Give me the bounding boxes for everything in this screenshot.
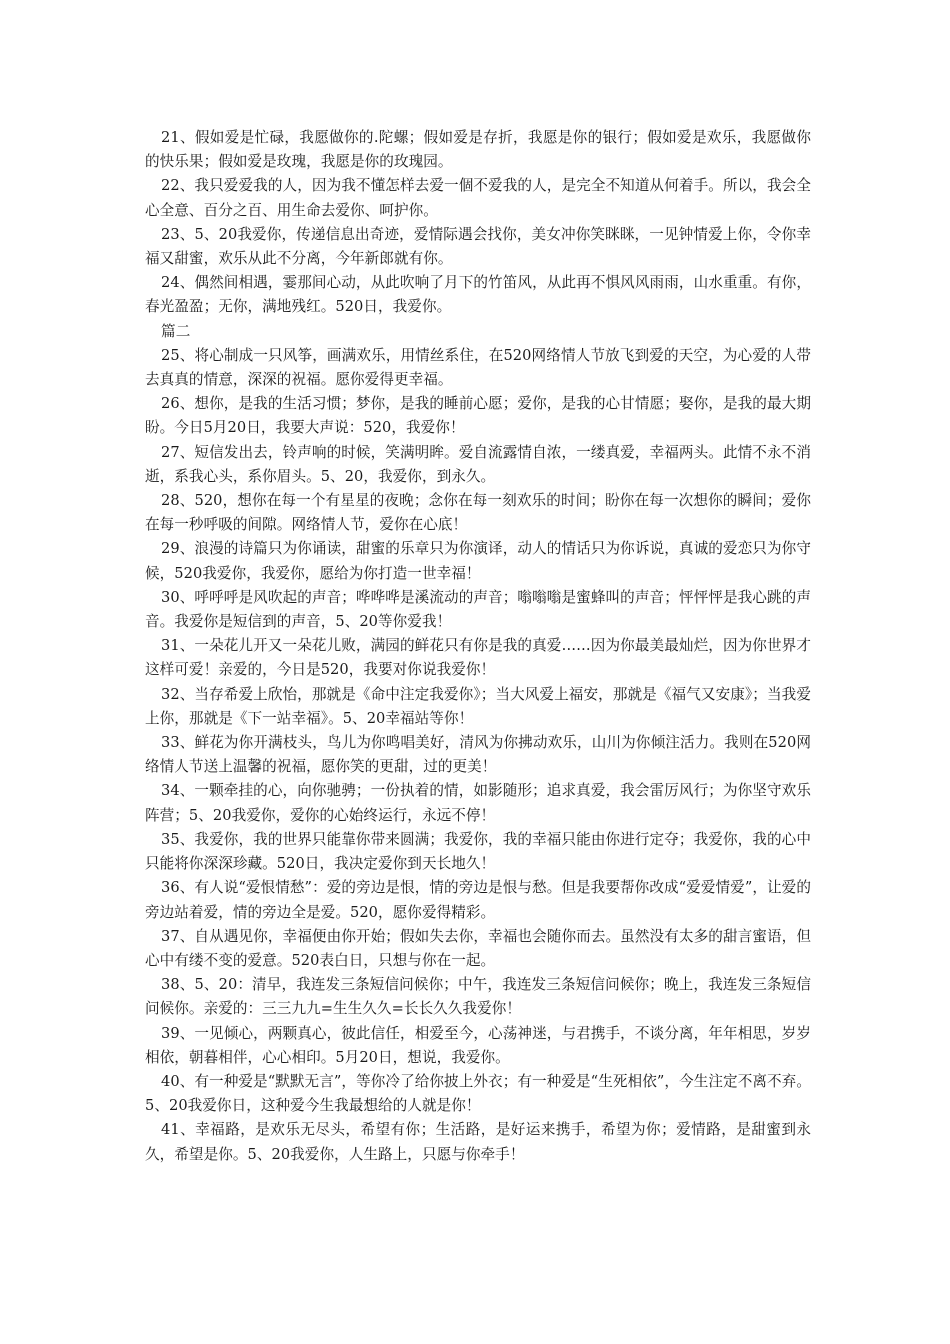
paragraph: 30、呼呼呼是风吹起的声音；哗哗哗是溪流动的声音；嗡嗡嗡是蜜蜂叫的声音；怦怦怦是我心跳的声音。我爱你是短信到的声音，5、20等你爱我！ <box>145 588 811 631</box>
paragraph: 29、浪漫的诗篇只为你诵读，甜蜜的乐章只为你演译，动人的情话只为你诉说，真诚的爱恋只为你守候，520我爱你，我爱你，愿给为你打造一世幸福！ <box>145 540 811 582</box>
paragraph: 40、有一种爱是“默默无言”，等你冷了给你披上外衣；有一种爱是“生死相依”，今生注定不离不弃。5、20我爱你日，这种爱今生我最想给的人就是你！ <box>145 1072 811 1115</box>
paragraph: 41、幸福路，是欢乐无尽头，希望有你；生活路，是好运来携手，希望为你；爱情路，是甜蜜到永久，希望是你。5、20我爱你，人生路上，只愿与你牵手！ <box>145 1121 811 1163</box>
document-body <box>145 126 811 1167</box>
paragraph: 33、鲜花为你开满枝头，鸟儿为你鸣唱美好，清风为你拂动欢乐，山川为你倾注活力。我则在520网络情人节送上温馨的祝福，愿你笑的更甜，过的更美！ <box>145 734 811 776</box>
paragraph: 37、自从遇见你，幸福便由你开始；假如失去你，幸福也会随你而去。虽然没有太多的甜言蜜语，但心中有缕不变的爱意。520表白日，只想与你在一起。 <box>145 927 811 969</box>
paragraph: 26、想你，是我的生活习惯；梦你，是我的睡前心愿；爱你，是我的心甘情愿；娶你，是我的最大期盼。今日5月20日，我要大声说：520，我爱你！ <box>145 395 811 437</box>
paragraph: 25、将心制成一只风筝，画满欢乐，用情丝系住，在520网络情人节放飞到爱的天空，为心爱的人带去真真的情意，深深的祝福。愿你爱得更幸福。 <box>145 346 811 389</box>
paragraph: 39、一见倾心，两颗真心，彼此信任，相爱至今，心荡神迷，与君携手，不谈分离，年年相思，岁岁相依，朝暮相伴，心心相印。5月20日，想说，我爱你。 <box>145 1024 811 1066</box>
paragraph: 31、一朵花儿开又一朵花儿败，满园的鲜花只有你是我的真爱……因为你最美最灿烂，因为你世界才这样可爱！亲爱的，今日是520，我要对你说我爱你！ <box>145 637 811 679</box>
paragraph: 24、偶然间相遇，霎那间心动，从此吹响了月下的竹笛风，从此再不惧风风雨雨，山水重重。有你，春光盈盈；无你，满地残红。520日，我爱你。 <box>145 274 811 316</box>
paragraph: 32、当存希爱上欣怡，那就是《命中注定我爱你》；当大风爱上福安，那就是《福气又安康》；当我爱上你，那就是《下一站幸福》。5、20幸福站等你！ <box>145 685 811 727</box>
paragraph: 34、一颗牵挂的心，向你驰骋；一份执着的情，如影随形；追求真爱，我会雷厉风行；为你坚守欢乐阵营；5、20我爱你，爱你的心始终运行，永远不停！ <box>145 782 811 824</box>
paragraph: 23、5、20我爱你，传递信息出奇迹，爱情际遇会找你，美女冲你笑眯眯，一见钟情爱上你，令你幸福又甜蜜，欢乐从此不分离，今年新郎就有你。 <box>145 225 811 268</box>
paragraph: 27、短信发出去，铃声响的时候，笑满明眸。爱自流露情自浓，一缕真爱，幸福两头。此情不永不消逝，系我心头，系你眉头。5、20，我爱你，到永久。 <box>145 443 811 485</box>
paragraph: 28、520，想你在每一个有星星的夜晚；念你在每一刻欢乐的时间；盼你在每一次想你的瞬间；爱你在每一秒呼吸的间隙。网络情人节，爱你在心底！ <box>145 492 811 534</box>
paragraph: 36、有人说“爱恨情愁”：爱的旁边是恨，情的旁边是恨与愁。但是我要帮你改成“爱爱情爱”，让爱的旁边站着爱，情的旁边全是爱。520，愿你爱得精彩。 <box>145 879 811 921</box>
paragraph: 35、我爱你，我的世界只能靠你带来圆满；我爱你，我的幸福只能由你进行定夺；我爱你，我的心中只能将你深深珍藏。520日，我决定爱你到天长地久！ <box>145 830 811 873</box>
paragraph: 22、我只爱爱我的人，因为我不懂怎样去爱一個不爱我的人，是完全不知道从何着手。所以，我会全心全意、百分之百、用生命去爱你、呵护你。 <box>145 177 811 219</box>
paragraph: 21、假如爱是忙碌，我愿做你的.陀螺；假如爱是存折，我愿是你的银行；假如爱是欢乐，我愿做你的快乐果；假如爱是玫瑰，我愿是你的玫瑰园。 <box>145 129 811 171</box>
section-heading: 篇二 <box>161 322 191 340</box>
paragraph: 38、5、20：清早，我连发三条短信问候你；中午，我连发三条短信问候你；晚上，我连发三条短信问候你。亲爱的：三三九九=生生久久=长长久久我爱你！ <box>145 976 811 1018</box>
